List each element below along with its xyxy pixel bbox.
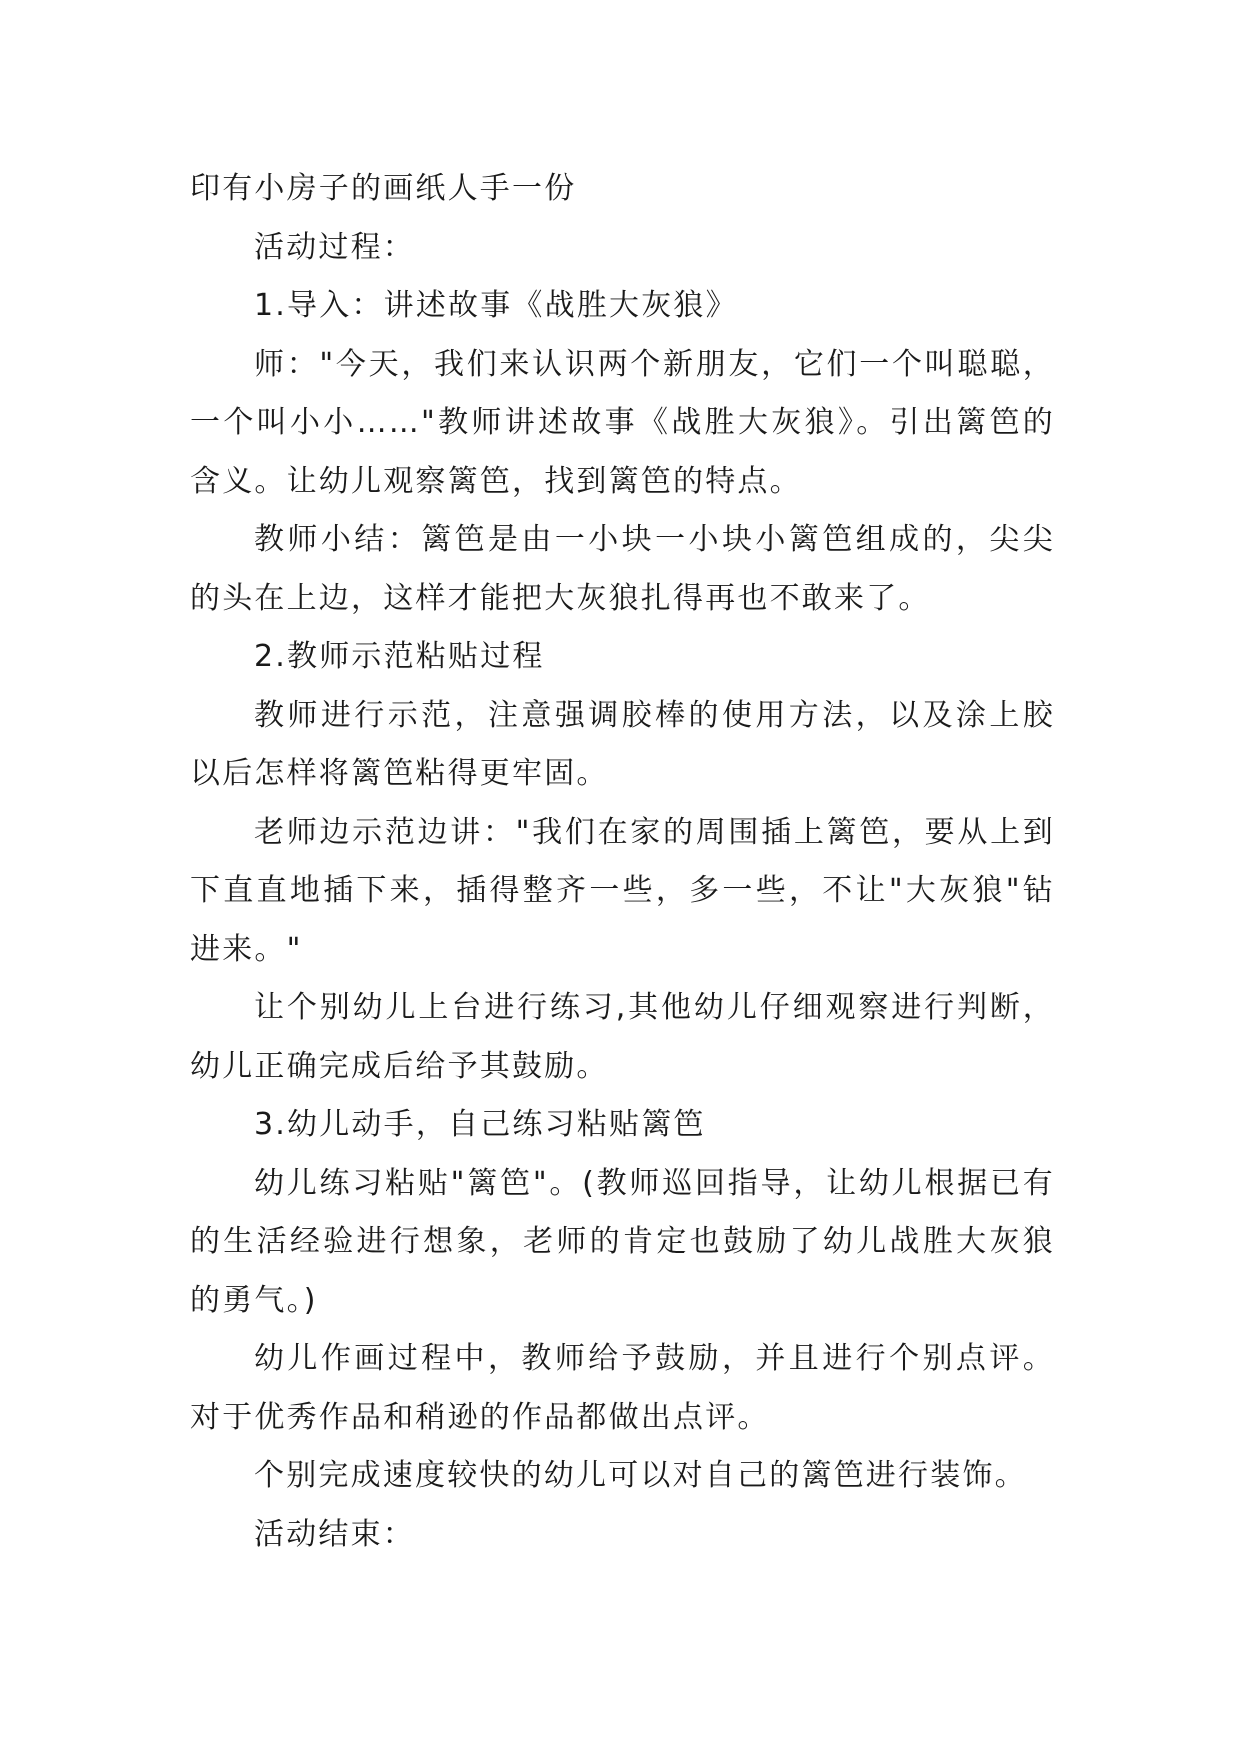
paragraph-demonstration: 教师进行示范，注意强调胶棒的使用方法，以及涂上胶以后怎样将篱笆粘得更牢固。 [190, 697, 1055, 791]
paragraph-practice: 让个别幼儿上台进行练习,其他幼儿仔细观察进行判断，幼儿正确完成后给予其鼓励。 [190, 990, 1055, 1084]
paragraph-teacher-explains: 老师边示范边讲："我们在家的周围插上篱笆，要从上到下直直地插下来，插得整齐一些，多一些，不让"大灰狼"钻进来。" [190, 814, 1055, 967]
paragraph-step-3: 3.幼儿动手，自己练习粘贴篱笆 [254, 1107, 706, 1142]
paragraph-decoration: 个别完成速度较快的幼儿可以对自己的篱笆进行装饰。 [254, 1458, 1027, 1493]
paragraph-step-1: 1.导入：讲述故事《战胜大灰狼》 [254, 288, 738, 323]
paragraph-process-heading: 活动过程： [254, 229, 415, 265]
paragraph-children-practice: 幼儿练习粘贴"篱笆"。(教师巡回指导，让幼儿根据已有的生活经验进行想象，老师的肯定也鼓励了幼儿战胜大灰狼的勇气。) [190, 1165, 1055, 1318]
paragraph-teacher-summary: 教师小结：篱笆是由一小块一小块小篱笆组成的，尖尖的头在上边，这样才能把大灰狼扎得再也不敢来了。 [190, 522, 1055, 616]
document-body [190, 160, 1055, 1564]
paragraph-materials: 印有小房子的画纸人手一份 [190, 171, 577, 206]
paragraph-teacher-intro: 师："今天，我们来认识两个新朋友，它们一个叫聪聪，一个叫小小……"教师讲述故事《战胜大灰狼》。引出篱笆的含义。让幼儿观察篱笆，找到篱笆的特点。 [190, 346, 1055, 499]
paragraph-activity-end: 活动结束： [254, 1516, 415, 1552]
paragraph-step-2: 2.教师示范粘贴过程 [254, 639, 545, 674]
paragraph-feedback: 幼儿作画过程中，教师给予鼓励，并且进行个别点评。对于优秀作品和稍逊的作品都做出点评。 [190, 1341, 1055, 1435]
